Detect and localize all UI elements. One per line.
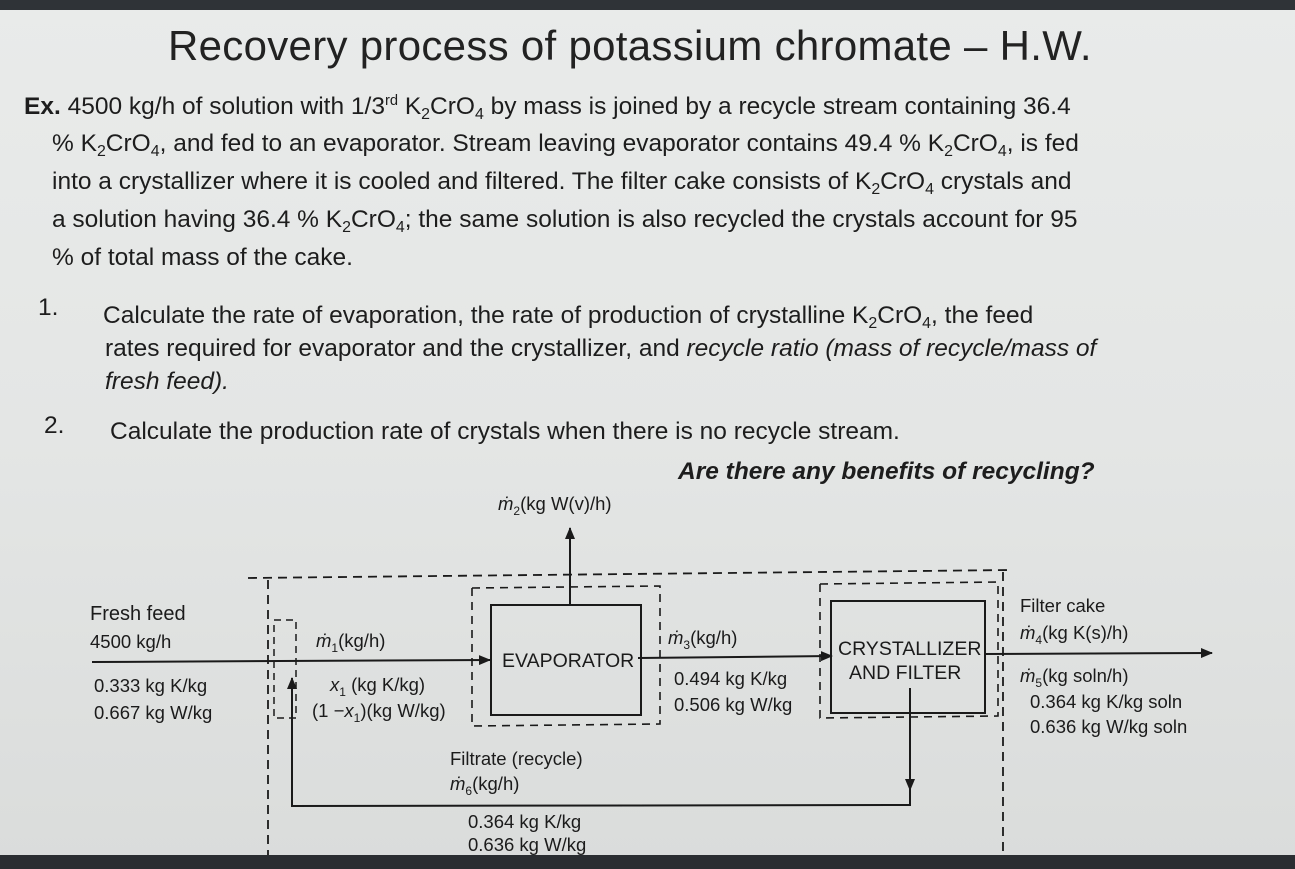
- m-dot: ṁ: [1020, 665, 1036, 686]
- subscript: 2: [868, 315, 878, 332]
- subscript: 1: [331, 641, 339, 655]
- subscript: 4: [922, 315, 932, 332]
- m4-label: [1020, 622, 1129, 647]
- crystallizer-label-2: AND FILTER: [849, 662, 962, 684]
- text-run: rates required for evaporator and the crystallizer, and: [105, 335, 687, 362]
- x-symbol: x: [330, 674, 340, 695]
- text-run: (kg K(s)/h): [1042, 622, 1129, 643]
- stream3-k: 0.494 kg K/kg: [674, 668, 788, 689]
- text-run: , is fed: [1006, 130, 1079, 157]
- subscript: 2: [513, 504, 521, 518]
- filtrate-label: Filtrate (recycle): [450, 748, 583, 769]
- text-run: , the feed: [931, 302, 1034, 329]
- m-dot: ṁ: [668, 627, 684, 648]
- stream6-k: 0.364 kg K/kg: [468, 811, 582, 832]
- question-1-line-3: fresh feed).: [105, 368, 229, 395]
- subscript: 2: [421, 106, 431, 123]
- filter-cake-arrow: [984, 653, 1212, 654]
- fresh-feed-k: 0.333 kg K/kg: [94, 675, 208, 696]
- subscript: 5: [1035, 676, 1043, 690]
- text-run: into a crystallizer where it is cooled and filtered. The filter cake consists of K: [52, 168, 872, 195]
- text-run: CrO: [880, 168, 926, 195]
- feed-stream-arrow: [92, 660, 490, 662]
- superscript: rd: [384, 93, 399, 109]
- m6-label: [450, 773, 520, 798]
- question-2-text: Calculate the production rate of crystals when there is no recycle stream.: [110, 418, 900, 445]
- subscript: 1: [339, 685, 346, 699]
- subscript: 1: [353, 711, 361, 725]
- text-run: a solution having 36.4 % K: [52, 206, 343, 233]
- crystallizer-box: [830, 600, 986, 714]
- text-run: Calculate the rate of evaporation, the rate of production of crystalline K: [103, 302, 869, 329]
- italic-run: recycle ratio (mass of recycle/mass of: [686, 335, 1097, 362]
- vapor-stream-label: [498, 493, 612, 518]
- stream6-w: 0.636 kg W/kg: [468, 834, 587, 855]
- monitor-bezel-bottom: [0, 855, 1295, 869]
- subscript: 4: [474, 106, 484, 123]
- m3-label: [668, 627, 738, 652]
- text-run: % K: [52, 130, 97, 157]
- filter-cake-label: Filter cake: [1020, 595, 1106, 616]
- text-run: CrO: [105, 130, 151, 157]
- text-run: ; the same solution is also recycled the crystals account for 95: [404, 206, 1078, 233]
- subscript: 4: [997, 143, 1007, 160]
- text-run: K: [398, 93, 422, 120]
- m1-label: [316, 630, 386, 655]
- m-dot: ṁ: [316, 630, 332, 651]
- subscript: 4: [925, 181, 934, 198]
- page-title: Recovery process of potassium chromate – H.W.: [168, 22, 1092, 69]
- subscript: 4: [150, 143, 160, 160]
- text-run: (kg/h): [338, 630, 386, 651]
- subscript: 2: [96, 143, 106, 160]
- text-run: CrO: [350, 206, 396, 233]
- m-dot: ṁ: [1020, 622, 1036, 643]
- benefits-question: Are there any benefits of recycling?: [678, 458, 1095, 485]
- question-2-number: 2.: [44, 412, 65, 439]
- x1-label: [330, 674, 426, 699]
- x1w-label: [312, 700, 446, 725]
- subscript: 6: [465, 784, 473, 798]
- text-run: CrO: [430, 93, 475, 120]
- question-1-number: 1.: [38, 294, 59, 321]
- stream5-w: 0.636 kg W/kg soln: [1030, 716, 1188, 737]
- subscript: 3: [683, 638, 691, 652]
- fresh-feed-label: Fresh feed: [90, 603, 186, 625]
- subscript: 2: [871, 181, 881, 198]
- text-run: CrO: [952, 130, 998, 157]
- text-run: (kg W(v)/h): [520, 493, 612, 514]
- subscript: 2: [342, 219, 351, 236]
- text-run: (kg K/kg): [345, 674, 426, 695]
- fresh-feed-w: 0.667 kg W/kg: [94, 702, 213, 723]
- problem-line-5: % of total mass of the cake.: [52, 244, 353, 271]
- crystallizer-label-1: CRYSTALLIZER: [838, 638, 982, 660]
- subscript: 4: [1035, 633, 1043, 647]
- text-run: )(kg W/kg): [360, 700, 446, 721]
- subscript: 4: [395, 219, 405, 236]
- subscript: 2: [944, 143, 953, 160]
- stream3-w: 0.506 kg W/kg: [674, 694, 793, 715]
- m-dot: ṁ: [450, 773, 466, 794]
- m-dot: ṁ: [498, 493, 514, 514]
- text-run: crystals and: [933, 168, 1072, 195]
- text-run: by mass is joined by a recycle stream containing 36.4: [483, 93, 1071, 120]
- text-run: 4500 kg/h of solution with 1/3: [60, 93, 385, 120]
- text-run: (kg soln/h): [1042, 665, 1129, 686]
- text-run: (kg/h): [472, 773, 520, 794]
- evaporator-box: [490, 604, 642, 716]
- x-symbol: x: [344, 700, 354, 721]
- evaporator-outlet-arrow: [638, 656, 832, 658]
- text-run: (kg/h): [690, 627, 738, 648]
- evaporator-label: EVAPORATOR: [502, 650, 635, 672]
- m5-label: [1020, 665, 1129, 690]
- text-run: (1 −: [312, 700, 345, 721]
- stream5-k: 0.364 kg K/kg soln: [1030, 691, 1183, 712]
- text-run: CrO: [877, 302, 923, 329]
- ex-label: Ex.: [24, 93, 61, 120]
- text-run: , and fed to an evaporator. Stream leaving evaporator contains 49.4 % K: [159, 130, 945, 157]
- fresh-feed-rate: 4500 kg/h: [90, 631, 172, 652]
